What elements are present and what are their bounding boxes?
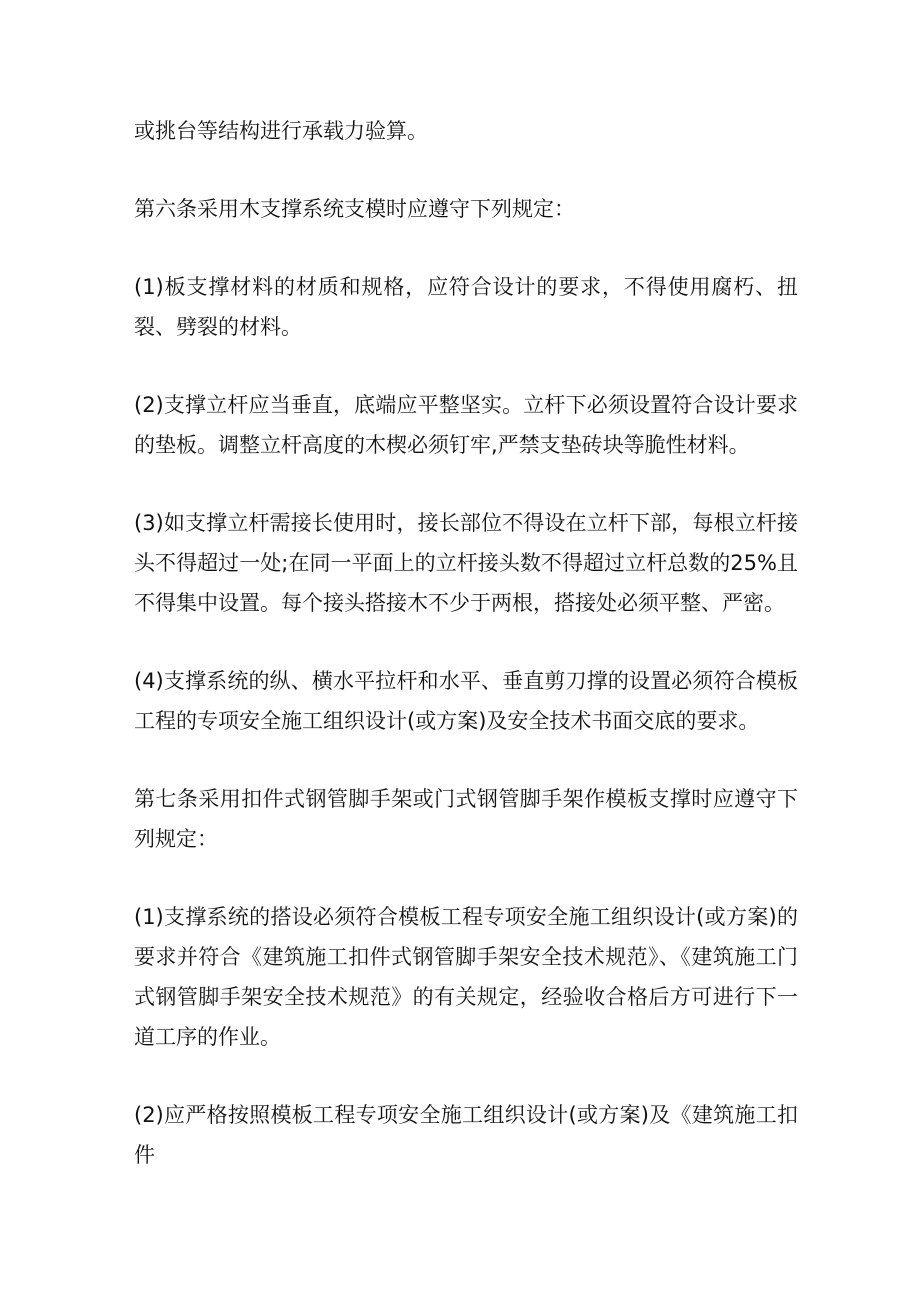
paragraph-article-7-item-1: (1)支撑系统的搭设必须符合模板工程专项安全施工组织设计(或方案)的要求并符合《建筑施工扣件式钢管脚手架安全技术规范》、《建筑施工门式钢管脚手架安全技术规范》的有关规定，经验收合格后方可进行下一道工序的作业。 <box>134 905 798 1049</box>
paragraph-article-7-heading: 第七条采用扣件式钢管脚手架或门式钢管脚手架作模板支撑时应遵守下列规定： <box>134 787 798 851</box>
paragraph-article-6-item-1: (1)板支撑材料的材质和规格，应符合设计的要求，不得使用腐朽、扭裂、劈裂的材料。 <box>134 275 798 339</box>
paragraph-article-6-item-3: (3)如支撑立杆需接长使用时，接长部位不得设在立杆下部，每根立杆接头不得超过一处;在同一平面上的立杆接头数不得超过立杆总数的25%且不得集中设置。每个接头搭接木不少于两根，搭接处必须平整、严密。 <box>134 511 798 615</box>
paragraph-article-6-item-4: (4)支撑系统的纵、横水平拉杆和水平、垂直剪刀撑的设置必须符合模板工程的专项安全施工组织设计(或方案)及安全技术书面交底的要求。 <box>134 669 798 733</box>
paragraph-article-7-item-2: (2)应严格按照模板工程专项安全施工组织设计(或方案)及《建筑施工扣件 <box>134 1103 798 1167</box>
paragraph-article-6-item-2: (2)支撑立杆应当垂直，底端应平整坚实。立杆下必须设置符合设计要求的垫板。调整立杆高度的木楔必须钉牢,严禁支垫砖块等脆性材料。 <box>134 393 798 457</box>
paragraph-article-6-heading: 第六条采用木支撑系统支模时应遵守下列规定： <box>134 197 575 221</box>
paragraph-structure-check-end: 或挑台等结构进行承载力验算。 <box>134 119 428 143</box>
document-body <box>134 111 798 1213</box>
